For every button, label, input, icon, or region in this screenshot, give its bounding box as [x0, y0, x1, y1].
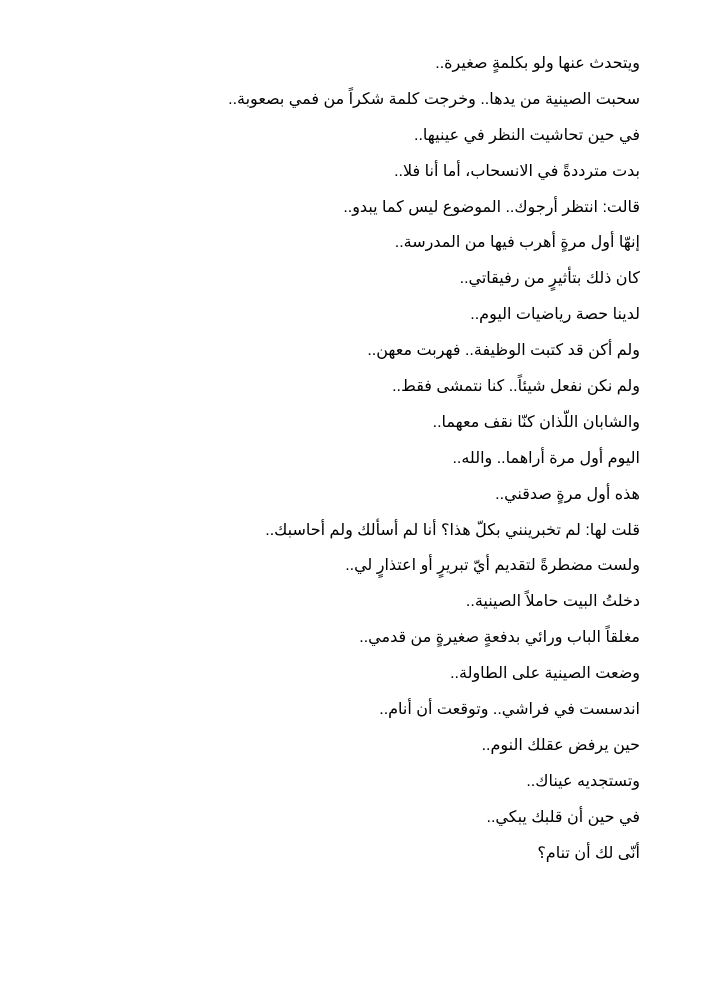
text-line-7: كان ذلك بتأثيرٍ من رفيقاتي..: [459, 270, 640, 288]
text-line-10: ولم نكن نفعل شيئاً.. كنا نتمشى فقط..: [392, 378, 640, 396]
text-line-14: قلت لها: لم تخبرينني بكلّ هذا؟ أنا لم أسألك ولم أحاسبك..: [265, 521, 640, 539]
text-line-23: أنّى لك أن تنام؟: [537, 844, 640, 862]
text-line-19: اندسست في فراشي.. وتوقعت أن أنام..: [379, 701, 640, 719]
text-line-12: اليوم أول مرة أراهما.. والله..: [452, 449, 640, 467]
text-line-16: دخلتُ البيت حاملاً الصينية..: [465, 593, 640, 611]
text-line-18: وضعت الصينية على الطاولة..: [450, 665, 640, 683]
text-line-20: حين يرفض عقلك النوم..: [481, 736, 640, 754]
text-line-22: في حين أن قلبك يبكي..: [486, 808, 640, 826]
text-line-2: سحبت الصينية من يدها.. وخرجت كلمة شكراً من فمي بصعوبة..: [228, 90, 640, 108]
text-line-13: هذه أول مرةٍ صدقني..: [495, 485, 640, 503]
text-line-3: في حين تحاشيت النظر في عينيها..: [414, 126, 640, 144]
text-line-5: قالت: انتظر أرجوك.. الموضوع ليس كما يبدو..: [343, 198, 640, 216]
text-line-15: ولست مضطرةً لتقديم أيّ تبريرٍ أو اعتذارٍ لي..: [345, 557, 640, 575]
story-text: [60, 52, 640, 877]
text-line-1: ويتحدث عنها ولو بكلمةٍ صغيرة..: [435, 55, 640, 72]
text-line-11: والشابان اللّذان كنّا نقف معهما..: [432, 413, 640, 431]
text-line-21: وتستجديه عيناك..: [526, 772, 640, 790]
text-line-6: إنهّا أول مرةٍ أهرب فيها من المدرسة..: [394, 234, 640, 252]
text-line-8: لدينا حصة رياضيات اليوم..: [470, 306, 640, 324]
text-line-4: بدت مترددةً في الانسحاب، أما أنا فلا..: [394, 162, 640, 180]
text-line-17: مغلقاً الباب ورائي بدفعةٍ صغيرةٍ من قدمي..: [359, 629, 640, 647]
text-line-9: ولم أكن قد كتبت الوظيفة.. فهربت معهن..: [367, 342, 640, 360]
